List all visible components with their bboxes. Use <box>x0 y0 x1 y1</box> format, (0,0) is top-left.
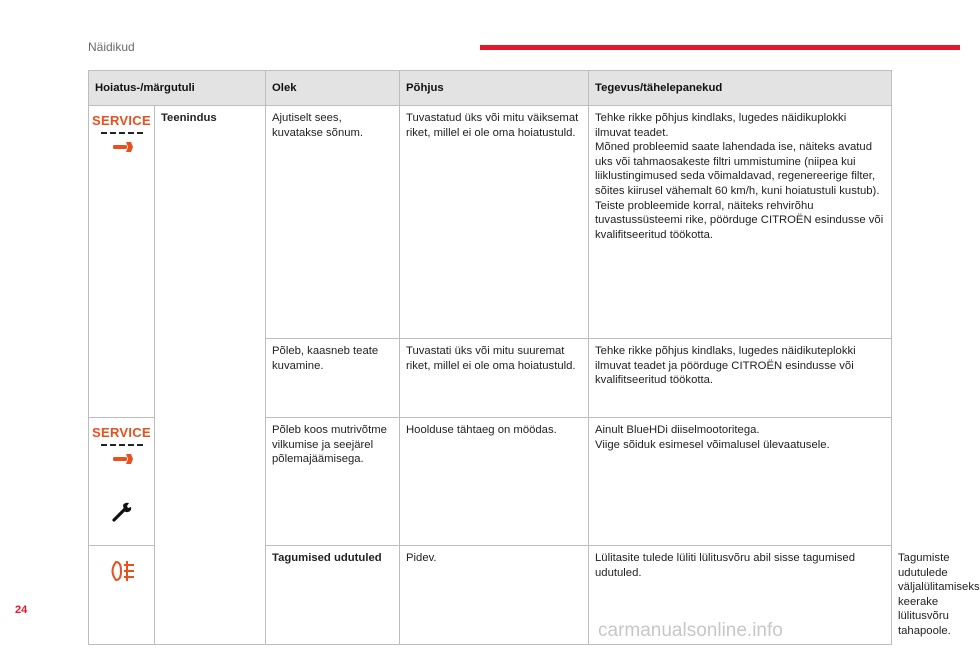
table-row <box>89 106 892 339</box>
rear-fog-cause: Lülitasite tulede lüliti lülitusvõru abil sisse tagumised udutuled. <box>589 546 892 645</box>
table-header-row <box>89 71 892 106</box>
table-row: Tagumised udutuled Pidev. Lülitasite tulede lüliti lülitusvõru abil sisse tagumised udutuled. Tagumiste udutulede väljalülitamiseks keerake lülitusvõru tahapoole. <box>89 546 892 645</box>
service-icon-cell <box>89 106 155 418</box>
header-accent-bar <box>480 45 960 50</box>
service-warning-icon <box>92 426 152 472</box>
wrench-icon <box>109 139 135 155</box>
service-state-1: Ajutiselt sees, kuvatakse sõnum. <box>266 106 400 339</box>
service-warning-icon <box>92 114 152 160</box>
service-icon-dash-line <box>101 444 143 446</box>
section-title: Näidikud <box>88 40 135 54</box>
service-wrench-icon-cell <box>89 418 155 546</box>
column-header-cause: Põhjus <box>400 71 589 106</box>
rear-fog-state: Pidev. <box>400 546 589 645</box>
service-cause-1: Tuvastatud üks või mitu väiksemat riket, millel ei ole oma hoiatustuld. <box>400 106 589 339</box>
rear-fog-icon-cell <box>89 546 155 645</box>
wrench-icon <box>110 500 134 524</box>
column-header-action: Tegevus/tähelepanekud <box>589 71 892 106</box>
service-state-3: Põleb koos mutrivõtme vilkumise ja seejärel põlemajäämisega. <box>266 418 400 546</box>
page-number: 24 <box>15 604 28 616</box>
service-name-cell: Teenindus <box>155 106 266 645</box>
service-icon-label: SERVICE <box>92 425 151 440</box>
service-cause-3: Hoolduse tähtaeg on möödas. <box>400 418 589 546</box>
wrench-icon <box>109 451 135 467</box>
service-icon-dash-line <box>101 132 143 134</box>
rear-fog-light-icon <box>107 558 137 584</box>
service-cause-2: Tuvastati üks või mitu suuremat riket, millel ei ole oma hoiatustuld. <box>400 339 589 418</box>
column-header-state: Olek <box>266 71 400 106</box>
rear-fog-name-cell: Tagumised udutuled <box>266 546 400 645</box>
warning-lights-table <box>88 70 980 645</box>
service-action-1: Tehke rikke põhjus kindlaks, lugedes näidikuplokki ilmuvat teadet. Mõned probleemid saate lahendada ise, näiteks avatud uks või tahmaosakeste filtri ummistumine (niipea kui liiklustingimused seda võimaldavad, regenereerige filter, sõites kiirusel vähemalt 60 km/h, kuni hoiatustuli kustub). Teiste probleemide korral, näiteks rehvirõhu tuvastussüsteemi rike, pöörduge CITROËN esindusse või kvalifitseeritud töökotta. <box>589 106 892 339</box>
column-header-warning-light: Hoiatus-/märgutuli <box>89 71 266 106</box>
service-action-2: Tehke rikke põhjus kindlaks, lugedes näidikuteplokki ilmuvat teadet ja pöörduge CITROËN esindusse või kvalifitseeritud töökotta. <box>589 339 892 418</box>
service-icon-label: SERVICE <box>92 113 151 128</box>
service-action-3: Ainult BlueHDi diiselmootoritega. Viige sõiduk esimesel võimalusel ülevaatusele. <box>589 418 892 546</box>
service-state-2: Põleb, kaasneb teate kuvamine. <box>266 339 400 418</box>
watermark-text: carmanualsonline.info <box>598 620 783 641</box>
